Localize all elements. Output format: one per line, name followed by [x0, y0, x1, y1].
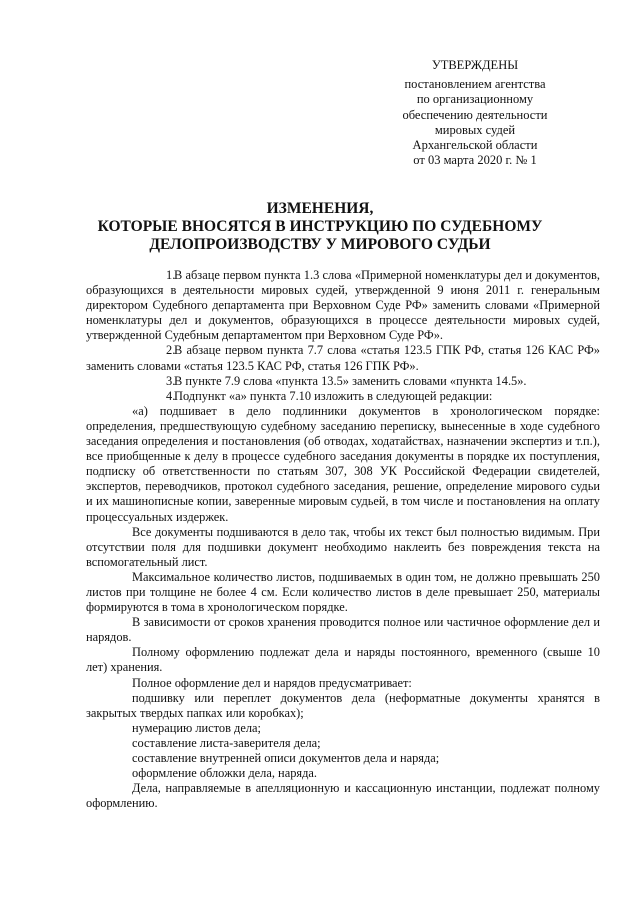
item-number: 3.	[166, 373, 176, 388]
title-line: КОТОРЫЕ ВНОСЯТСЯ В ИНСТРУКЦИЮ ПО СУДЕБНОМУ	[97, 218, 543, 235]
numbered-item	[86, 389, 600, 404]
item-text: В пункте 7.9 слова «пункта 13.5» заменить словами «пункта 14.5».	[174, 373, 527, 388]
paragraph-full-processing: Полному оформлению подлежат дела и наряды постоянного, временного (свыше 10 лет) хранения.	[86, 645, 600, 675]
document-title	[95, 200, 545, 254]
paragraph-storage-terms: В зависимости от сроков хранения проводится полное или частичное оформление дел и нарядов.	[86, 615, 600, 645]
list-item: составление листа-заверителя дела;	[132, 735, 321, 750]
title-line: ДЕЛОПРОИЗВОДСТВУ У МИРОВОГО СУДЬИ	[149, 236, 491, 253]
item-text: Подпункт «а» пункта 7.10 изложить в следующей редакции:	[174, 388, 493, 403]
numbered-item	[86, 268, 600, 343]
approval-line: от 03 марта 2020 г. № 1	[413, 153, 537, 168]
item-text: В абзаце первом пункта 1.3 слова «Примерной номенклатуры дел и документов, образующихся в деятельности мировых судей, утвержденной 9 июня 2011 г. генеральным директором Судебного департамента при Верховном Суде РФ» заменить словами «Примерной номенклатуры дел и документов, образующихся в процессе деятельности мировых судей, утвержденной Судебным департаментом при Верховном Суде РФ».	[86, 268, 600, 343]
approval-line: обеспечению деятельности	[402, 107, 548, 122]
numbered-item	[86, 374, 600, 389]
approval-heading: УТВЕРЖДЕНЫ	[431, 58, 519, 72]
paragraph-subitem-a: «а) подшивает в дело подлинники документов в хронологическом порядке: определения, предшествующую судебному заседанию переписку, вынесенные в ходе судебного заседания определения и постановления (об отводах, ходатайствах, назначении экспертиз и т.п.), все приобщенные к делу в процессе судебного заседания документы в порядке их поступления, подписку об ответственности по статьям 307, 308 УК Российской Федерации свидетелей, экспертов, переводчиков, протокол судебного заседания, решение, определение мирового судьи и их машинописные копии, заверенные мировым судьей, в том числе и постановления на оплату процессуальных издержек.	[86, 403, 600, 524]
approval-line: постановлением агентства	[404, 77, 546, 92]
approval-line: мировых судей	[434, 122, 516, 137]
paragraph-processing-includes: Полное оформление дел и нарядов предусматривает:	[132, 675, 412, 690]
list-item: нумерацию листов дела;	[132, 720, 261, 735]
item-number: 2.	[166, 343, 176, 358]
approval-stamp	[395, 58, 555, 168]
item-text: В абзаце первом пункта 7.7 слова «статья 123.5 ГПК РФ, статья 126 КАС РФ» заменить словами «статья 123.5 КАС РФ, статья 126 ГПК РФ».	[86, 343, 600, 373]
approval-line: по организационному	[416, 92, 534, 107]
item-number: 4.	[166, 388, 176, 403]
list-item: подшивку или переплет документов дела (неформатные документы хранятся в закрытых твердых папках или коробках);	[86, 690, 600, 720]
approval-line: Архангельской области	[412, 138, 538, 153]
document-body	[86, 268, 600, 811]
numbered-item	[86, 343, 600, 373]
paragraph-appeal: Дела, направляемые в апелляционную и кассационную инстанции, подлежат полному оформлению.	[86, 781, 600, 811]
title-line: ИЗМЕНЕНИЯ,	[266, 200, 374, 217]
list-item: составление внутренней описи документов дела и наряда;	[132, 751, 440, 765]
paragraph-max-sheets: Максимальное количество листов, подшиваемых в один том, не должно превышать 250 листов при толщине не более 4 см. Если количество листов в деле превышает 250, материалы формируются в тома в хронологическом порядке.	[86, 569, 600, 615]
item-number: 1.	[166, 268, 176, 282]
paragraph-documents: Все документы подшиваются в дело так, чтобы их текст был полностью видимым. При отсутствии поля для подшивки документ необходимо наклеить без повреждения текста на вспомогательный лист.	[86, 524, 600, 569]
list-item: оформление обложки дела, наряда.	[132, 766, 317, 781]
